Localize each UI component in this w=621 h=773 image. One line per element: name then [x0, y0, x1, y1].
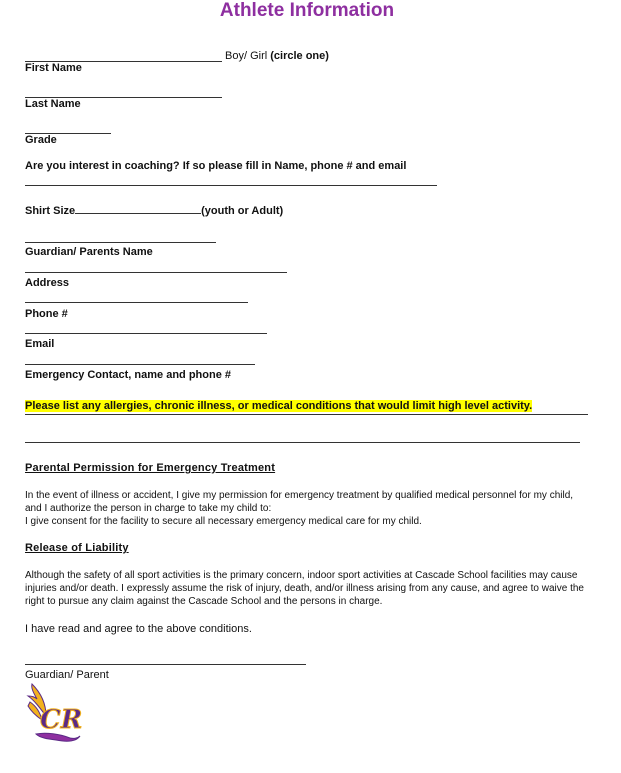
- permission-text-2: I give consent for the facility to secure all necessary emergency medical care for my child.: [25, 516, 422, 527]
- guardian-line[interactable]: [25, 242, 216, 243]
- signature-line[interactable]: [25, 664, 306, 665]
- allergies-label: [25, 400, 532, 412]
- first-name-label: First Name: [25, 62, 82, 74]
- circle-one-label: (circle one): [270, 50, 329, 62]
- boy-girl-label: Boy/ Girl: [225, 50, 268, 62]
- email-line[interactable]: [25, 333, 267, 334]
- allergies-line-1[interactable]: [25, 414, 588, 415]
- allergies-line-2[interactable]: [25, 442, 580, 443]
- emergency-label: Emergency Contact, name and phone #: [25, 369, 231, 381]
- last-name-label: Last Name: [25, 98, 81, 110]
- shirt-size-note: (youth or Adult): [201, 205, 284, 217]
- boy-girl-field[interactable]: [225, 50, 329, 62]
- allergies-highlight: Please list any allergies, chronic illness, or medical conditions that would limit high level activity.: [25, 400, 533, 412]
- shirt-size-field[interactable]: [25, 203, 283, 217]
- permission-heading: Parental Permission for Emergency Treatment: [25, 462, 276, 474]
- permission-text-1: In the event of illness or accident, I give my permission for emergency treatment by qualified medical personnel for my child, and I authorize the person in charge to take my child to:: [25, 490, 574, 514]
- school-logo: [26, 682, 82, 744]
- liability-text: Although the safety of all sport activities is the primary concern, indoor sport activities at Cascade School facilities may cause injuries and/or death. I expressly assume the risk of injury, death, and/or illness arising from any cause, and agree to waive the right to pursue any claim against the Cascade School and the persons in charge.: [25, 570, 584, 607]
- guardian-label: Guardian/ Parents Name: [25, 246, 153, 258]
- signature-label: Guardian/ Parent: [25, 669, 109, 681]
- shirt-size-blank[interactable]: [75, 203, 201, 214]
- phone-line[interactable]: [25, 302, 248, 303]
- coaching-line[interactable]: [25, 185, 437, 186]
- grade-label: Grade: [25, 134, 57, 146]
- liability-heading: Release of Liability: [25, 542, 129, 554]
- emergency-line[interactable]: [25, 364, 255, 365]
- winged-foot-logo-icon: [26, 682, 82, 744]
- page-title: Athlete Information: [219, 0, 395, 21]
- agree-text: I have read and agree to the above conditions.: [25, 623, 252, 635]
- address-label: Address: [25, 277, 70, 289]
- address-line[interactable]: [25, 272, 287, 273]
- shirt-size-label: Shirt Size: [25, 205, 76, 217]
- logo-letters: CR: [40, 705, 82, 735]
- coaching-question: Are you interest in coaching? If so please fill in Name, phone # and email: [25, 160, 407, 172]
- email-label: Email: [25, 338, 55, 350]
- phone-label: Phone #: [25, 308, 68, 320]
